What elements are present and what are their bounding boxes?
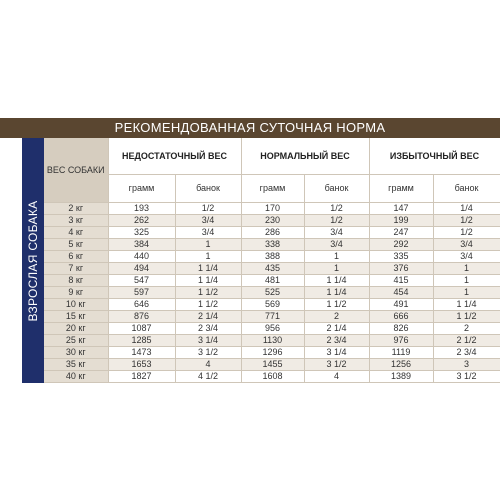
grams-cell: 286 [241, 227, 304, 239]
grams-cell: 415 [369, 275, 433, 287]
cans-cell: 1 [175, 239, 241, 251]
cans-cell: 1 1/4 [304, 287, 369, 299]
cans-cell: 2 1/2 [433, 335, 500, 347]
cans-cell: 3 1/4 [304, 347, 369, 359]
cans-cell: 4 [304, 371, 369, 383]
cans-cell: 3 1/2 [175, 347, 241, 359]
cans-cell: 1 [175, 251, 241, 263]
grams-cell: 199 [369, 215, 433, 227]
table-body [44, 203, 500, 383]
grams-cell: 1827 [108, 371, 175, 383]
cans-cell: 1 [304, 251, 369, 263]
cans-cell: 1/2 [433, 227, 500, 239]
table-row [44, 227, 500, 239]
table-row [44, 359, 500, 371]
cans-cell: 4 1/2 [175, 371, 241, 383]
header-weight: ВЕС СОБАКИ [44, 138, 108, 203]
header-overweight: ИЗБЫТОЧНЫЙ ВЕС [369, 138, 500, 175]
grams-cell: 956 [241, 323, 304, 335]
grams-cell: 1389 [369, 371, 433, 383]
cans-cell: 3 1/2 [433, 371, 500, 383]
cans-cell: 1/2 [433, 215, 500, 227]
grams-cell: 1653 [108, 359, 175, 371]
grams-cell: 876 [108, 311, 175, 323]
weight-cell: 30 кг [44, 347, 108, 359]
cans-cell: 1 [433, 287, 500, 299]
cans-cell: 1 [433, 275, 500, 287]
table-row [44, 275, 500, 287]
table-row [44, 371, 500, 383]
grams-cell: 569 [241, 299, 304, 311]
cans-cell: 1 1/4 [304, 275, 369, 287]
grams-cell: 335 [369, 251, 433, 263]
cans-cell: 1/2 [304, 203, 369, 215]
grams-cell: 193 [108, 203, 175, 215]
cans-cell: 3 1/2 [304, 359, 369, 371]
table-row [44, 299, 500, 311]
cans-cell: 4 [175, 359, 241, 371]
cans-cell: 2 [304, 311, 369, 323]
grams-cell: 1119 [369, 347, 433, 359]
cans-cell: 3 1/4 [175, 335, 241, 347]
grams-cell: 454 [369, 287, 433, 299]
grams-cell: 1285 [108, 335, 175, 347]
grams-cell: 1087 [108, 323, 175, 335]
weight-cell: 25 кг [44, 335, 108, 347]
cans-cell: 2 3/4 [175, 323, 241, 335]
grams-cell: 491 [369, 299, 433, 311]
table-row [44, 263, 500, 275]
grams-cell: 388 [241, 251, 304, 263]
cans-cell: 1/2 [304, 215, 369, 227]
cans-cell: 3 [433, 359, 500, 371]
grams-cell: 338 [241, 239, 304, 251]
grams-cell: 976 [369, 335, 433, 347]
subheader-grams: грамм [108, 175, 175, 203]
cans-cell: 1 1/4 [175, 275, 241, 287]
table-row [44, 203, 500, 215]
weight-cell: 6 кг [44, 251, 108, 263]
table-row [44, 215, 500, 227]
cans-cell: 2 [433, 323, 500, 335]
grams-cell: 547 [108, 275, 175, 287]
cans-cell: 3/4 [175, 227, 241, 239]
weight-cell: 8 кг [44, 275, 108, 287]
subheader-grams: грамм [369, 175, 433, 203]
cans-cell: 3/4 [433, 239, 500, 251]
grams-cell: 666 [369, 311, 433, 323]
grams-cell: 1130 [241, 335, 304, 347]
subheader-grams: грамм [241, 175, 304, 203]
cans-cell: 3/4 [304, 239, 369, 251]
grams-cell: 247 [369, 227, 433, 239]
weight-cell: 4 кг [44, 227, 108, 239]
table-row [44, 323, 500, 335]
grams-cell: 1473 [108, 347, 175, 359]
cans-cell: 2 1/4 [175, 311, 241, 323]
cans-cell: 1 [304, 263, 369, 275]
weight-cell: 20 кг [44, 323, 108, 335]
table-row [44, 287, 500, 299]
grams-cell: 435 [241, 263, 304, 275]
cans-cell: 1 1/2 [304, 299, 369, 311]
grams-cell: 1296 [241, 347, 304, 359]
side-label: ВЗРОСЛАЯ СОБАКА [26, 200, 40, 321]
cans-cell: 2 3/4 [433, 347, 500, 359]
weight-cell: 40 кг [44, 371, 108, 383]
subheader-cans: банок [304, 175, 369, 203]
weight-cell: 7 кг [44, 263, 108, 275]
grams-cell: 147 [369, 203, 433, 215]
grams-cell: 1608 [241, 371, 304, 383]
grams-cell: 325 [108, 227, 175, 239]
weight-cell: 5 кг [44, 239, 108, 251]
cans-cell: 2 3/4 [304, 335, 369, 347]
cans-cell: 1 [433, 263, 500, 275]
grams-cell: 384 [108, 239, 175, 251]
grams-cell: 481 [241, 275, 304, 287]
table-row [44, 311, 500, 323]
header-normal: НОРМАЛЬНЫЙ ВЕС [241, 138, 369, 175]
table-row [44, 251, 500, 263]
cans-cell: 3/4 [175, 215, 241, 227]
table-row [44, 347, 500, 359]
grams-cell: 771 [241, 311, 304, 323]
cans-cell: 1 1/4 [175, 263, 241, 275]
weight-cell: 35 кг [44, 359, 108, 371]
grams-cell: 494 [108, 263, 175, 275]
grams-cell: 597 [108, 287, 175, 299]
cans-cell: 1/4 [433, 203, 500, 215]
grams-cell: 170 [241, 203, 304, 215]
cans-cell: 1/2 [175, 203, 241, 215]
side-label-wrap [22, 138, 44, 383]
weight-cell: 10 кг [44, 299, 108, 311]
cans-cell: 1 1/2 [175, 299, 241, 311]
weight-cell: 2 кг [44, 203, 108, 215]
table-row [44, 335, 500, 347]
weight-cell: 3 кг [44, 215, 108, 227]
table-title: РЕКОМЕНДОВАННАЯ СУТОЧНАЯ НОРМА [114, 120, 386, 135]
table-row [44, 239, 500, 251]
grams-cell: 1455 [241, 359, 304, 371]
feeding-table [44, 138, 500, 383]
grams-cell: 1256 [369, 359, 433, 371]
grams-cell: 292 [369, 239, 433, 251]
grams-cell: 376 [369, 263, 433, 275]
weight-cell: 9 кг [44, 287, 108, 299]
weight-cell: 15 кг [44, 311, 108, 323]
grams-cell: 525 [241, 287, 304, 299]
cans-cell: 1 1/2 [433, 311, 500, 323]
grams-cell: 646 [108, 299, 175, 311]
cans-cell: 1 1/2 [175, 287, 241, 299]
header-underweight: НЕДОСТАТОЧНЫЙ ВЕС [108, 138, 241, 175]
cans-cell: 1 1/4 [433, 299, 500, 311]
subheader-cans: банок [433, 175, 500, 203]
cans-cell: 3/4 [433, 251, 500, 263]
cans-cell: 2 1/4 [304, 323, 369, 335]
grams-cell: 826 [369, 323, 433, 335]
grams-cell: 262 [108, 215, 175, 227]
cans-cell: 3/4 [304, 227, 369, 239]
grams-cell: 230 [241, 215, 304, 227]
grams-cell: 440 [108, 251, 175, 263]
subheader-cans: банок [175, 175, 241, 203]
